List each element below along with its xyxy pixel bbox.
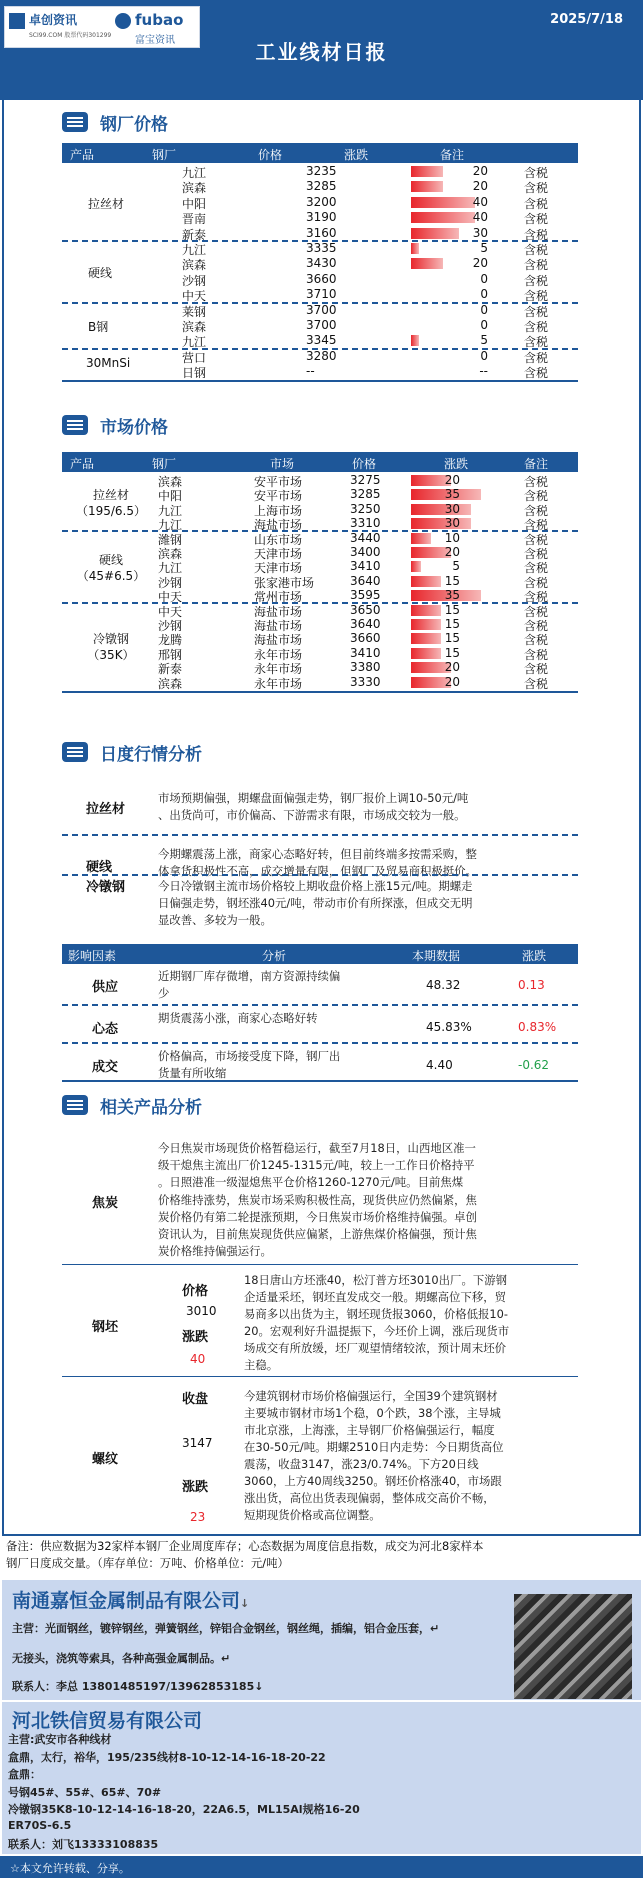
mill-product: B钢: [88, 319, 109, 334]
factor-header-cell: 分析: [262, 949, 287, 963]
ad2-line: 盒鼎：: [8, 1768, 41, 1781]
market-change-bar: [411, 648, 441, 659]
mill-cell: 3160: [306, 225, 337, 240]
mill-cell: 3285: [306, 179, 337, 194]
market-cell: 3285: [350, 487, 381, 502]
daily-line: 、出货尚可，市价偏高、下游需求有限，市场成交较为一般。: [158, 808, 466, 822]
ad2-line: ER70S-6.5: [8, 1818, 72, 1832]
mill-cell: 3700: [306, 302, 337, 317]
market-cell: 3410: [350, 645, 381, 660]
mill-cell: 九江: [182, 243, 207, 257]
billet-line: 场成交有所放缓，坯厂观望情绪较浓，预计周末坯价: [244, 1341, 506, 1355]
section-title-daily: 日度行情分析: [100, 745, 202, 765]
rebar-line: 市北京涨，上海涨，主导钢厂价格偏强运行，幅度: [244, 1423, 495, 1437]
market-cell: 20: [444, 660, 460, 675]
rebar-close: 3147: [182, 1436, 213, 1450]
billet-price-label: 价格: [182, 1284, 209, 1299]
market-header-cell: 价格: [352, 457, 377, 471]
market-cell: 3440: [350, 530, 381, 545]
market-cell: 3595: [350, 588, 381, 603]
factor-value: 4.40: [426, 1058, 453, 1072]
mill-cell: 3660: [306, 271, 337, 286]
market-header-cell: 市场: [270, 457, 295, 471]
market-cell: 3650: [350, 602, 381, 617]
daily-label: 硬线: [86, 860, 113, 875]
mill-cell: 新泰: [182, 227, 207, 242]
factor-name: 心态: [92, 1022, 119, 1037]
factor-divider: [62, 1042, 578, 1044]
mill-change-bar: [411, 166, 443, 177]
market-cell: 含税: [524, 489, 549, 504]
daily-divider: [62, 874, 578, 876]
daily-line: 日偏强走势，钢坯涨40元/吨，带动市价有所探涨，但成交无明: [158, 896, 473, 910]
market-cell: 永年市场: [254, 676, 303, 691]
mill-cell: 含税: [524, 227, 549, 242]
daily-label: 冷镦钢: [86, 880, 126, 895]
ad2-line: 联系人：刘飞13333108835: [8, 1838, 159, 1851]
related-divider: [62, 1264, 578, 1265]
market-cell: 九江: [158, 561, 183, 576]
market-cell: 天津市场: [254, 561, 303, 576]
market-cell: 含税: [524, 647, 549, 662]
market-cell: 滨森: [158, 547, 183, 561]
factor-header-cell: 本期数据: [412, 949, 461, 963]
rebar-line: 今建筑钢材市场价格偏强运行，全国39个建筑钢材: [244, 1389, 498, 1403]
market-change-bar: [411, 576, 441, 587]
mill-cell: 0: [480, 302, 488, 317]
market-change-bar: [411, 605, 441, 616]
market-cell: 新泰: [158, 662, 183, 677]
mill-change-bar: [411, 258, 443, 269]
mill-change-bar: [411, 228, 459, 239]
market-cell: 3250: [350, 501, 381, 516]
rebar-line: 在30-50元/吨。期螺2510日内走势：今日期货高位: [244, 1440, 504, 1454]
ad2-line: 冷镦钢35K8-10-12-14-16-18-20，22A6.5，ML15Al规格16-20: [8, 1803, 360, 1816]
coke-line: 炭价格维持偏强运行。: [158, 1244, 272, 1259]
market-cell: 含税: [524, 633, 549, 648]
market-cell: 安平市场: [254, 475, 303, 489]
mill-change-bar: [411, 243, 419, 254]
market-cell: 含税: [524, 676, 549, 691]
market-cell: 10: [444, 530, 460, 545]
market-cell: 中阳: [158, 489, 183, 504]
market-cell: 含税: [524, 503, 549, 518]
factor-name: 供应: [92, 980, 119, 995]
market-cell: 20: [444, 545, 460, 559]
factor-header-cell: 涨跌: [522, 949, 547, 963]
market-product: 拉丝材: [92, 487, 129, 502]
market-header-cell: 产品: [70, 457, 95, 471]
market-cell: 海盐市场: [254, 633, 303, 648]
market-cell: 20: [444, 674, 460, 689]
mill-change-bar: [411, 181, 443, 192]
sci99-logo-icon: [9, 13, 25, 29]
factor-change: 0.83%: [518, 1020, 557, 1034]
market-cell: 含税: [524, 547, 549, 561]
mill-cell: 3430: [306, 256, 337, 271]
billet-change: 40: [190, 1352, 206, 1366]
mill-cell: 滨森: [182, 181, 207, 196]
note-line: 备注：供应数据为32家样本钢厂企业周度库存；心态数据为周度信息指数，成交为河北8家样本: [6, 1539, 484, 1553]
market-cell: 15: [444, 617, 460, 631]
market-cell: 邢钢: [158, 647, 183, 662]
note-line: 钢厂日度成交量。（库存单位：万吨、价格单位：元/吨）: [6, 1556, 289, 1570]
market-spec: （45#6.5）: [76, 568, 146, 583]
market-cell: 3380: [350, 660, 381, 675]
market-change-bar: [411, 561, 421, 572]
factor-value: 45.83%: [426, 1020, 472, 1034]
market-header-cell: 备注: [524, 457, 549, 471]
billet-change-label: 涨跌: [182, 1330, 209, 1345]
market-cell: 含税: [524, 604, 549, 619]
mill-cell: 日钢: [182, 366, 207, 381]
mill-cell: 3200: [306, 194, 337, 209]
market-product: 硬线: [98, 552, 123, 567]
market-cell: 30: [444, 516, 460, 531]
market-cell: 3660: [350, 631, 381, 646]
coke-line: 炭价格仍有第二轮提涨预期，今日焦炭市场价格维持偏强。卓创: [158, 1209, 477, 1224]
mill-cell: 滨森: [182, 258, 207, 273]
wire-coil-image: [514, 1594, 632, 1699]
market-cell: 沙钢: [158, 575, 183, 590]
ad1-company: 南通嘉恒金属制品有限公司↓: [12, 1590, 250, 1612]
ad2-line: 主营:武安市各种线材: [8, 1733, 112, 1746]
ad1-line: 主营：光面钢丝，镀锌钢丝，弹簧钢丝，锌铝合金钢丝，钢丝绳，插编，铝合金压套，↵: [12, 1622, 440, 1635]
mill-cell: 3235: [306, 164, 337, 178]
mill-product: 拉丝材: [88, 196, 125, 211]
market-cell: 15: [444, 645, 460, 660]
mill-header-cell: 产品: [70, 148, 95, 162]
market-table-header: [62, 452, 578, 472]
market-divider: [62, 530, 578, 532]
market-cell: 张家港市场: [254, 575, 315, 590]
market-cell: 安平市场: [254, 489, 303, 504]
section-icon: [62, 742, 88, 762]
mill-cell: 3710: [306, 287, 337, 302]
market-cell: 含税: [524, 518, 549, 533]
market-cell: 上海市场: [254, 503, 303, 518]
mill-cell: 莱钢: [182, 304, 207, 319]
mill-cell: 含税: [524, 258, 549, 273]
market-spec: （35K）: [87, 647, 135, 662]
footer-bar: ☆本文允许转载、分享。: [0, 1856, 643, 1878]
factor-analysis: 价格偏高，市场接受度下降，钢厂出: [158, 1049, 341, 1063]
mill-cell: 40: [472, 210, 488, 225]
mill-cell: 含税: [524, 289, 549, 304]
mill-cell: 沙钢: [182, 273, 207, 288]
mill-cell: 30: [472, 225, 488, 240]
billet-line: 易商多以出货为主，钢坯现货报3060，价格低报10-: [244, 1307, 509, 1321]
market-header-cell: 涨跌: [444, 457, 469, 471]
related-divider: [62, 1376, 578, 1377]
mill-cell: 20: [472, 256, 488, 271]
market-cell: 30: [444, 501, 460, 516]
logo1-url: SCI99.COM 股票代码301299: [29, 32, 112, 39]
rebar-line: 短期现货价格或高位调整。: [244, 1508, 381, 1522]
factor-name: 成交: [92, 1060, 119, 1075]
daily-line: 市场预期偏强，期螺盘面偏强走势，钢厂报价上调10-50元/吨: [158, 791, 469, 805]
daily-line: 体拿货积极性不高，成交增量有限，但钢厂及贸易商积极挺价。: [158, 864, 477, 878]
mill-cell: 20: [472, 179, 488, 194]
mill-cell: 20: [472, 164, 488, 178]
mill-cell: --: [479, 364, 488, 379]
mill-cell: 含税: [524, 304, 549, 319]
factor-change: 0.13: [518, 978, 545, 992]
rebar-line: 涨出货，高位出货表现偏弱，整体成交高价不畅，: [244, 1491, 495, 1505]
market-cell: 3640: [350, 573, 381, 588]
mill-cell: 含税: [524, 350, 549, 365]
mill-cell: --: [306, 364, 315, 379]
coke-label: 焦炭: [92, 1196, 119, 1211]
mill-product: 硬线: [88, 265, 113, 280]
market-cell: 沙钢: [158, 619, 183, 633]
market-cell: 35: [444, 588, 460, 603]
mill-cell: 含税: [524, 366, 549, 381]
mill-cell: 5: [480, 333, 488, 348]
market-cell: 海盐市场: [254, 619, 303, 633]
daily-divider: [62, 834, 578, 836]
factor-bottom-line: [62, 1080, 578, 1082]
report-title: 工业线材日报: [255, 40, 388, 64]
market-cell: 5: [452, 559, 460, 574]
market-divider: [62, 602, 578, 604]
coke-line: 今日焦炭市场现货价格暂稳运行，截至7月18日，山西地区准一: [158, 1141, 476, 1155]
market-cell: 天津市场: [254, 547, 303, 561]
market-cell: 含税: [524, 532, 549, 547]
market-cell: 含税: [524, 619, 549, 633]
market-cell: 永年市场: [254, 662, 303, 677]
factor-value: 48.32: [426, 978, 461, 992]
section-icon: [62, 415, 88, 435]
rebar-line: 震荡，收盘3147，涨23/0.74%。下方20日线: [244, 1457, 479, 1471]
factor-analysis: 期货震荡小涨，商家心态略好转: [158, 1011, 318, 1025]
mill-product: 30MnSi: [86, 356, 131, 371]
mill-cell: 3335: [306, 241, 337, 255]
market-cell: 3640: [350, 617, 381, 631]
market-change-bar: [411, 633, 441, 644]
mill-cell: 中天: [182, 289, 207, 304]
daily-label: 拉丝材: [86, 802, 126, 817]
market-change-bar: [411, 619, 441, 630]
ad2-company: 河北铁信贸易有限公司: [12, 1710, 203, 1732]
rebar-change: 23: [190, 1510, 206, 1524]
daily-line: 今期螺震荡上涨，商家心态略好转，但目前终端多按需采购，整: [158, 847, 477, 861]
rebar-label: 螺纹: [92, 1452, 119, 1467]
mill-cell: 0: [480, 318, 488, 332]
market-header-cell: 钢厂: [152, 457, 177, 471]
logo2-cn: 富宝资讯: [135, 35, 175, 46]
market-spec: （195/6.5）: [75, 503, 147, 518]
mill-header-cell: 价格: [258, 148, 283, 162]
section-title-related: 相关产品分析: [100, 1098, 202, 1118]
factor-change: -0.62: [518, 1058, 550, 1072]
mill-change-bar: [411, 197, 475, 208]
note: [6, 1538, 638, 1572]
factor-analysis: 货量有所收缩: [158, 1066, 227, 1080]
market-cell: 海盐市场: [254, 604, 303, 619]
market-bottom-line: [62, 691, 578, 693]
factor-header: [62, 944, 578, 964]
section-title-mill: 钢厂价格: [100, 115, 168, 135]
coke-line: 资讯认为，目前焦炭现货供应偏紧，上游焦煤价格偏强，预计焦: [158, 1227, 477, 1241]
market-cell: 3275: [350, 473, 381, 487]
market-cell: 含税: [524, 475, 549, 489]
section-icon: [62, 112, 88, 132]
mill-bottom-line: [62, 380, 578, 382]
market-product: 冷镦钢: [92, 631, 129, 646]
section-icon: [62, 1095, 88, 1115]
market-change-bar: [411, 533, 431, 544]
mill-header-cell: 涨跌: [344, 148, 369, 162]
market-cell: 滨森: [158, 676, 183, 691]
factor-divider: [62, 1004, 578, 1006]
market-cell: 15: [444, 573, 460, 588]
market-cell: 潍钢: [158, 532, 183, 547]
market-cell: 九江: [158, 518, 183, 533]
report-date: 2025/7/18: [550, 12, 623, 27]
market-cell: 含税: [524, 561, 549, 576]
mill-divider: [62, 240, 578, 242]
mill-table-header: [62, 143, 578, 163]
mill-cell: 3700: [306, 318, 337, 332]
mill-cell: 含税: [524, 196, 549, 211]
ad2-line: 号钢45#、55#、65#、70#: [8, 1785, 162, 1799]
market-cell: 海盐市场: [254, 518, 303, 533]
market-cell: 3310: [350, 516, 381, 531]
market-cell: 九江: [158, 503, 183, 518]
mill-cell: 40: [472, 194, 488, 209]
mill-divider: [62, 302, 578, 304]
billet-label: 钢坯: [92, 1320, 119, 1335]
mill-cell: 中阳: [182, 196, 207, 211]
market-cell: 滨森: [158, 475, 183, 489]
mill-cell: 营口: [182, 350, 207, 365]
daily-line: 今日冷镦钢主流市场价格较上期收盘价格上涨15元/吨。期螺走: [158, 879, 473, 893]
mill-cell: 含税: [524, 243, 549, 257]
ad1-line: 联系人：李总 13801485197/13962853185↓: [12, 1680, 264, 1693]
rebar-line: 3060，上方40周线3250。钢坯价格涨40，市场跟: [244, 1474, 502, 1488]
ad2-line: 盒鼎，太行，裕华，195/235线材8-10-12-14-16-18-20-22: [8, 1750, 326, 1764]
factor-analysis: 少: [158, 986, 170, 1000]
mill-cell: 含税: [524, 273, 549, 288]
market-cell: 含税: [524, 662, 549, 677]
mill-cell: 3280: [306, 348, 337, 363]
market-cell: 15: [444, 631, 460, 646]
coke-line: 。日照港准一级湿熄焦平仓价格1260-1270元/吨。目前焦煤: [158, 1175, 464, 1190]
market-cell: 中天: [158, 590, 183, 605]
factor-header-cell: 影响因素: [68, 949, 117, 963]
rebar-change-label: 涨跌: [182, 1480, 209, 1495]
mill-cell: 5: [480, 241, 488, 255]
mill-cell: 含税: [524, 181, 549, 196]
daily-line: 显改善、多较为一般。: [158, 913, 272, 927]
market-cell: 3400: [350, 545, 381, 559]
billet-line: 20。宏观利好升温提振下，今坯价上调，涨后现货市: [244, 1324, 510, 1338]
mill-header-cell: 备注: [440, 148, 465, 162]
market-cell: 含税: [524, 590, 549, 605]
mill-cell: 0: [480, 271, 488, 286]
mill-cell: 晋南: [182, 212, 207, 227]
mill-cell: 含税: [524, 166, 549, 180]
billet-line: 企适量采坯，钢坯直发成交一般。期螺高位下移，贸: [244, 1290, 506, 1304]
mill-header-cell: 钢厂: [152, 148, 177, 162]
market-cell: 35: [444, 487, 460, 502]
mill-cell: 九江: [182, 335, 207, 350]
mill-cell: 滨森: [182, 320, 207, 334]
market-cell: 含税: [524, 575, 549, 590]
market-cell: 20: [444, 473, 460, 487]
market-cell: 15: [444, 602, 460, 617]
mill-cell: 0: [480, 348, 488, 363]
mill-cell: 0: [480, 287, 488, 302]
rebar-close-label: 收盘: [182, 1392, 209, 1407]
market-cell: 3330: [350, 674, 381, 689]
billet-line: 18日唐山方坯涨40，松汀普方坯3010出厂。下游钢: [244, 1273, 508, 1287]
mill-cell: 3345: [306, 333, 337, 348]
market-cell: 中天: [158, 604, 183, 619]
fubao-logo-icon: [115, 13, 131, 29]
factor-analysis: 近期钢厂库存微增，南方资源持续偏: [158, 969, 341, 983]
mill-change-bar: [411, 335, 419, 346]
billet-price: 3010: [186, 1304, 217, 1318]
coke-line: 级干熄焦主流出厂价1245-1315元/吨，较上一工作日价格持平: [158, 1158, 475, 1173]
section-title-market: 市场价格: [100, 418, 168, 438]
market-cell: 常州市场: [254, 590, 303, 605]
billet-line: 主稳。: [244, 1358, 279, 1372]
mill-cell: 含税: [524, 320, 549, 334]
ad1-line: 无接头，浇筑等索具，各种高强金属制品。↵: [12, 1652, 231, 1665]
market-cell: 3410: [350, 559, 381, 574]
mill-divider: [62, 348, 578, 350]
mill-cell: 含税: [524, 212, 549, 227]
coke-line: 价格维持涨势，焦炭市场采购积极性高，现货供应仍然偏紧，焦: [158, 1192, 477, 1207]
market-cell: 龙腾: [158, 633, 183, 648]
mill-cell: 含税: [524, 335, 549, 350]
market-cell: 山东市场: [254, 532, 303, 547]
logo1-cn: 卓创资讯: [29, 13, 78, 27]
rebar-line: 主要城市钢材市场1个稳，0个跌，38个涨，主导城: [244, 1406, 501, 1420]
logo2-en: fubao: [135, 11, 184, 29]
mill-cell: 3190: [306, 210, 337, 225]
mill-cell: 九江: [182, 166, 207, 180]
mill-change-bar: [411, 212, 475, 223]
market-cell: 永年市场: [254, 647, 303, 662]
